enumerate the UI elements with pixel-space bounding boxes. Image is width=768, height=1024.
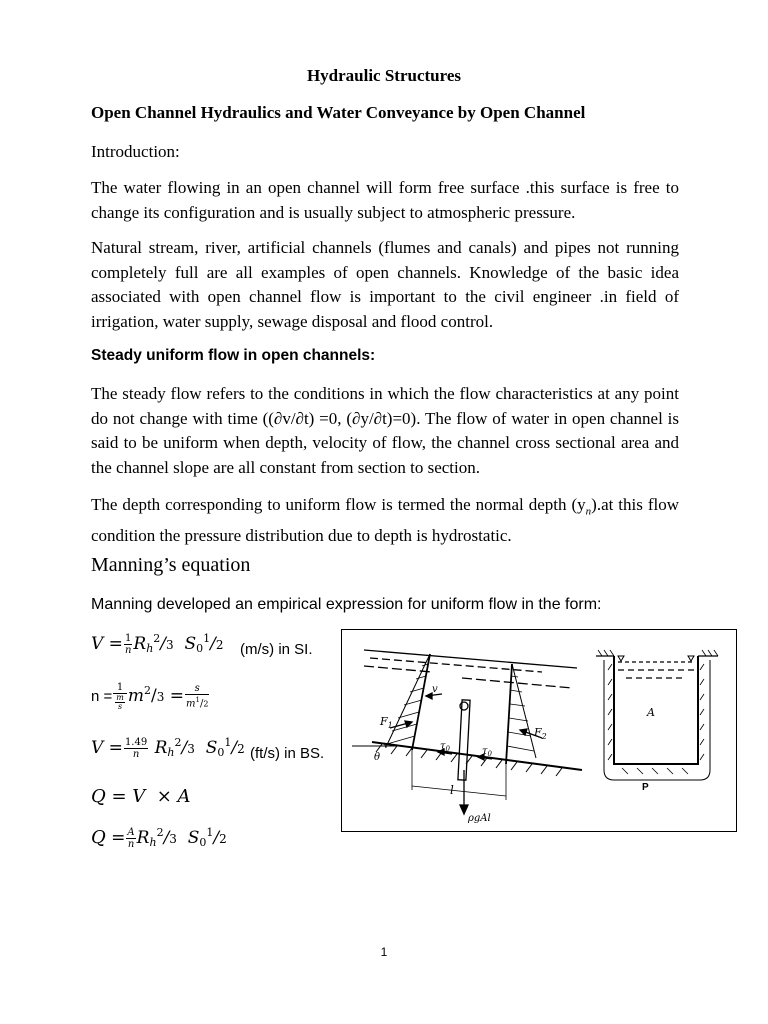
equation-velocity-si: V = $\frac{1}{n}$ $R_h^2/3$ $S_0^1/2$	[91, 632, 224, 656]
equation-discharge-manning: Q = $\frac{A}{n}$ $R_h^2/3$ $S_0^1/2$	[91, 826, 227, 850]
equation-bs-units-note: (ft/s) in BS.	[250, 745, 325, 762]
steady-flow-heading: Steady uniform flow in open channels:	[91, 347, 376, 364]
manning-intro-text: Manning developed an empirical expression for uniform flow in the form:	[91, 596, 602, 613]
cross-section-diagram	[596, 650, 718, 780]
sloped-channel-diagram	[352, 650, 582, 814]
equation-manning-n: n = $\frac{1}{\frac{m}{s}}$ $m^2/3$ = $\frac{s}{m^1/2}$	[91, 682, 209, 711]
label-f1: $F_1$	[380, 715, 393, 730]
equation-velocity-bs: V = $\frac{1.49}{n}$ $R_h^2/3$ $S_0^1/2$	[91, 736, 245, 760]
normal-depth-text-b: ).at this flow condition the pressure distribution due to depth is hydrostatic.	[91, 495, 679, 545]
paragraph-normal-depth	[91, 493, 679, 548]
label-perimeter: P	[642, 782, 649, 793]
paragraph-steady-flow: The steady flow refers to the conditions in which the flow characteristics at any point do not change with time ((∂v/∂t) =0, (∂y/∂t)=0). The flow of water in open channel is said to be uniform when depth, velocity of flow, the channel cross sectional area and the channel slope are all constant from section to section.	[91, 384, 679, 477]
label-tau-right: $\tau_0$	[482, 746, 493, 758]
label-tau-left: $\tau_0$	[440, 741, 451, 753]
normal-depth-text-a: The depth corresponding to uniform flow is termed the normal depth (y	[91, 495, 586, 514]
label-theta: θ	[374, 752, 381, 763]
label-velocity: v	[432, 684, 438, 695]
page-number: 1	[380, 945, 388, 959]
manning-equation-title: Manning’s equation	[91, 554, 251, 576]
paragraph-free-surface: The water flowing in an open channel will form free surface .this surface is free to change its configuration and is usually subject to atmospheric pressure.	[91, 178, 679, 222]
channel-flow-figure	[341, 629, 737, 832]
label-length: l	[450, 783, 454, 797]
equation-si-units-note: (m/s) in SI.	[240, 641, 313, 658]
label-f2: $F_2$	[534, 726, 547, 741]
document-subtitle: Open Channel Hydraulics and Water Conveyance by Open Channel	[91, 103, 586, 122]
eq3-coefficient: 1.49	[124, 737, 148, 748]
intro-label: Introduction:	[91, 142, 180, 161]
normal-depth-subscript: n	[585, 505, 592, 518]
label-area: A	[647, 706, 655, 719]
channel-diagram-svg	[342, 630, 736, 831]
paragraph-open-channel-examples: Natural stream, river, artificial channels (flumes and canals) and pipes not running completely full are all examples of open channels. Knowledge of the basic idea associated with open channel flow is important to the civil engineer .in field of irrigation, water supply, sewage disposal and flood control.	[91, 238, 679, 331]
label-weight: ρgAl	[468, 813, 491, 824]
document-title: Hydraulic Structures	[306, 66, 462, 85]
equation-discharge: Q = V × A	[91, 786, 191, 807]
